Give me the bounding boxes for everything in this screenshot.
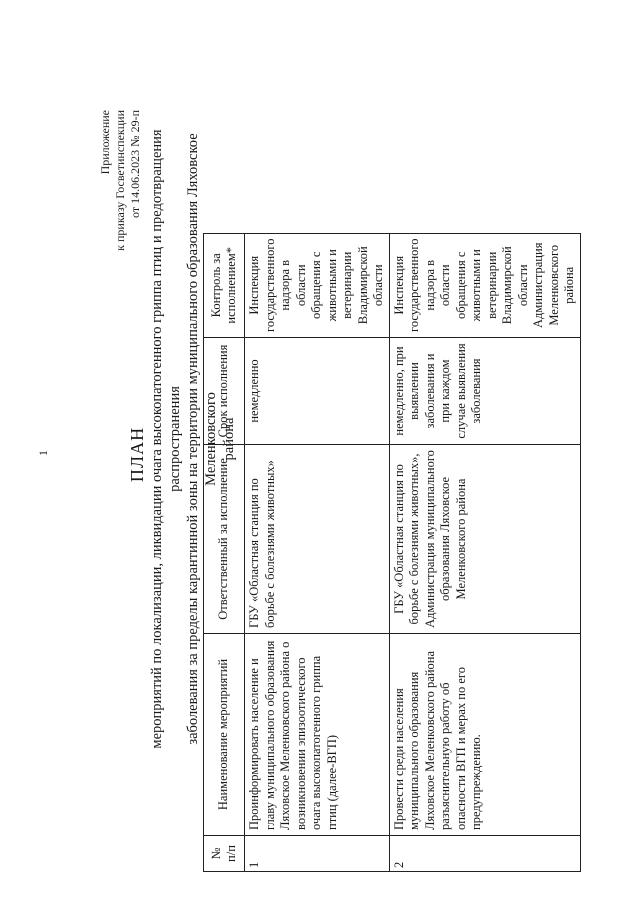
header-num: № п/п (204, 836, 245, 872)
document-heading: ПЛАН (127, 426, 147, 483)
header-control: Контроль за исполнением* (204, 233, 245, 337)
header-deadline: Срок исполнения (204, 338, 245, 445)
annex-line: Приложение (98, 110, 112, 175)
cell-num: 2 (389, 836, 580, 872)
page-number: 1 (36, 450, 50, 456)
cell-num: 1 (245, 836, 390, 872)
cell-activity: Проинформировать население и главу муниципального образования Ляховское Меленковского района о возникновении эпизоотического очага высокопатогенного гриппа птиц (далее-ВГП) (245, 634, 390, 836)
plan-table (203, 233, 581, 872)
cell-control: Инспекция государственного надзора в области обращения с животными и ветеринарии Владимирской области Администрация Меленковского района (389, 233, 580, 337)
cell-deadline: немедленно (245, 338, 390, 445)
table-row (389, 233, 580, 871)
cell-responsible: ГБУ «Областная станция по борьбе с болезнями животных» (245, 445, 390, 634)
cell-activity: Провести среди населения муниципального образования Ляховское Меленковского района разъяснительную работу об опасности ВГП и мерах по его предупреждению. (389, 634, 580, 836)
cell-responsible: ГБУ «Областная станция по борьбе с болезнями животных», Администрация муниципального образования Ляховское Меленковского района (389, 445, 580, 634)
cell-deadline: немедленно, при выявлении заболевания и при каждом случае выявления заболевания (389, 338, 580, 445)
subtitle-line: заболевания за пределы карантинной зоны на территории муниципального образования Ляховское Меленковского (185, 133, 219, 745)
table-header-row (204, 233, 245, 871)
subtitle-line: района (221, 417, 237, 461)
annex-line: к приказу Госветинспекции (113, 110, 127, 251)
header-responsible: Ответственный за исполнение (204, 445, 245, 634)
cell-control: Инспекция государственного надзора в области обращения с животными и ветеринарии Владимирской области (245, 233, 390, 337)
subtitle-line: мероприятий по локализации, ликвидации очага высокопатогенного гриппа птиц и предотвращения распространения (149, 129, 183, 749)
header-activity: Наименование мероприятий (204, 634, 245, 836)
table-row (245, 233, 390, 871)
annex-line: от 14.06.2023 № 29-п (128, 110, 142, 218)
